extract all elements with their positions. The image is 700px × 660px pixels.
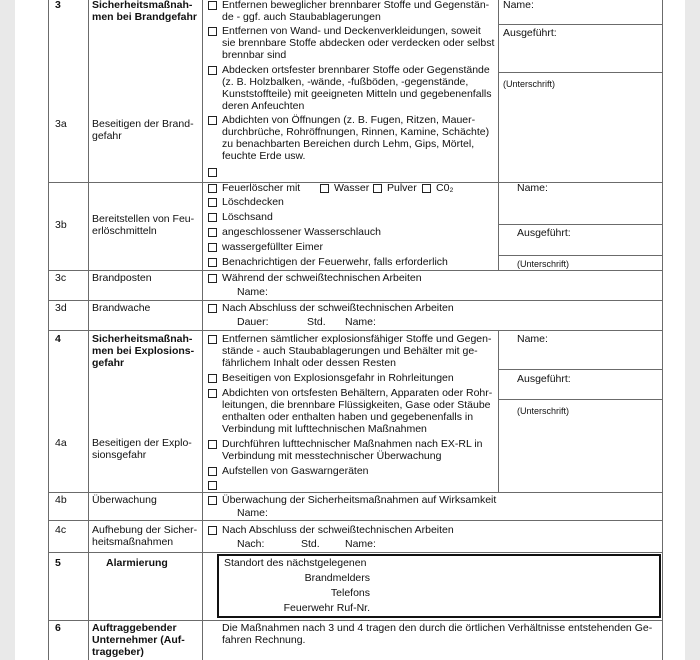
clause-text: Die Maßnahmen nach 3 und 4 tragen den durch die örtlichen Verhältnisse entstehenden Ge- <box>222 622 653 634</box>
powder-checkbox[interactable] <box>373 184 382 193</box>
row-divider <box>48 492 662 493</box>
checkbox-label: leitungen, die brennbare Flüssigkeiten, Gase oder Stäube <box>222 399 491 411</box>
checkbox-label: Nach Abschluss der schweißtechnischen Arbeiten <box>222 302 454 314</box>
checkbox-label: Benachrichtigen der Feuerwehr, falls erforderlich <box>222 256 448 268</box>
checkbox[interactable] <box>208 213 217 222</box>
checkbox[interactable] <box>208 467 217 476</box>
checkbox[interactable] <box>208 116 217 125</box>
fire-dept-number-label: Feuerwehr Ruf-Nr. <box>283 602 370 614</box>
checkbox-label: Verbindung mit lufttechnischen Maßnahmen <box>222 423 427 435</box>
checkbox[interactable] <box>208 66 217 75</box>
row-divider <box>48 300 662 301</box>
row-number: 5 <box>55 557 61 569</box>
row-number: 4 <box>55 333 61 345</box>
checkbox[interactable] <box>208 389 217 398</box>
checkbox-label: brennbar sind <box>222 49 287 61</box>
checkbox[interactable] <box>208 184 217 193</box>
phone-label: Telefons <box>330 587 370 599</box>
column-divider <box>498 0 499 182</box>
hours-label: Std. <box>301 538 320 550</box>
name-field-label: Name: <box>517 182 548 194</box>
column-divider <box>498 330 499 492</box>
name-field-label: Name: <box>517 333 548 345</box>
form-page <box>15 0 685 660</box>
signature-label: (Unterschrift) <box>517 406 570 416</box>
row-title: Beseitigen der Brand- <box>92 118 194 130</box>
checkbox[interactable] <box>208 27 217 36</box>
row-title: Brandposten <box>92 272 152 284</box>
checkbox-label: deren Anfeuchten <box>222 100 305 112</box>
checkbox-label: de - ggf. auch Staubablagerungen <box>222 11 381 23</box>
section-title: Alarmierung <box>106 557 168 569</box>
row-title: Überwachung <box>92 494 157 506</box>
section-title: men bei Explosions- <box>92 345 195 357</box>
checkbox[interactable] <box>208 1 217 10</box>
checkbox-label: Entfernen beweglicher brennbarer Stoffe und Gegenstän- <box>222 0 490 11</box>
checkbox[interactable] <box>208 243 217 252</box>
row-number: 4c <box>55 524 67 536</box>
table-border-right <box>662 0 663 660</box>
checkbox[interactable] <box>208 496 217 505</box>
checkbox-label: Entfernen von Wand- und Deckenverkleidungen, soweit <box>222 25 481 37</box>
row-title: sionsgefahr <box>92 449 147 461</box>
duration-label: Dauer: <box>237 316 269 328</box>
row-title: gefahr <box>92 130 122 142</box>
row-number: 3d <box>55 302 67 314</box>
checkbox-label: Löschsand <box>222 211 273 223</box>
fire-alarm-label: Brandmelders <box>304 572 370 584</box>
section-title: gefahr <box>92 357 125 369</box>
done-field-label: Ausgeführt: <box>517 373 571 385</box>
checkbox-label: angeschlossener Wasserschlauch <box>222 226 381 238</box>
row-number: 4a <box>55 437 67 449</box>
name-field-label: Name: <box>345 538 376 550</box>
checkbox[interactable] <box>208 168 217 177</box>
checkbox-label: Aufstellen von Gaswarngeräten <box>222 465 369 477</box>
checkbox[interactable] <box>208 440 217 449</box>
row-number: 4b <box>55 494 67 506</box>
checkbox-label: Abdecken ortsfester brennbarer Stoffe oder Gegenstände <box>222 64 490 76</box>
row-divider <box>48 270 662 271</box>
column-divider <box>498 182 499 270</box>
row-divider <box>48 552 662 553</box>
checkbox-label: Überwachung der Sicherheitsmaßnahmen auf Wirksamkeit <box>222 494 497 506</box>
water-checkbox[interactable] <box>320 184 329 193</box>
name-field-label: Name: <box>503 0 534 11</box>
checkbox-label: Pulver <box>387 182 417 194</box>
co2-checkbox[interactable] <box>422 184 431 193</box>
checkbox-label: Durchführen lufttechnischer Maßnahmen nach EX-RL in <box>222 438 483 450</box>
row-number: 3b <box>55 219 67 231</box>
hours-label: Std. <box>307 316 326 328</box>
checkbox[interactable] <box>208 198 217 207</box>
checkbox-label: Entfernen sämtlicher explosionsfähiger Stoffe und Gegen- <box>222 333 492 345</box>
checkbox-label: stände - auch Staubablagerungen und Behälter mit ge- <box>222 345 478 357</box>
name-field-label: Name: <box>345 316 376 328</box>
checkbox[interactable] <box>208 258 217 267</box>
section-title: men bei Brandgefahr <box>92 11 198 23</box>
section-title: Auftraggebender <box>92 622 177 634</box>
standort-label: Standort des nächstgelegenen <box>224 557 367 569</box>
checkbox-label: Kunststoffteile) mit geeigneten Mitteln und gegebenenfalls <box>222 88 492 100</box>
checkbox[interactable] <box>208 274 217 283</box>
checkbox[interactable] <box>208 228 217 237</box>
row-divider <box>48 330 662 331</box>
name-field-label: Name: <box>237 507 268 519</box>
name-field-label: Name: <box>237 286 268 298</box>
row-title: Aufhebung der Sicher- <box>92 524 198 536</box>
checkbox-label: Nach Abschluss der schweißtechnischen Arbeiten <box>222 524 454 536</box>
checkbox-label: Abdichten von Öffnungen (z. B. Fugen, Ritzen, Mauer- <box>222 114 476 126</box>
row-number: 3c <box>55 272 67 284</box>
row-title: erlöschmitteln <box>92 225 157 237</box>
done-field-label: Ausgeführt: <box>503 27 557 39</box>
checkbox-label: C0₂ <box>436 182 454 194</box>
section-title: Sicherheitsmaßnah- <box>92 333 193 345</box>
checkbox-label: Löschdecken <box>222 196 284 208</box>
row-title: Brandwache <box>92 302 151 314</box>
checkbox-label: Feuerlöscher mit <box>222 182 301 194</box>
row-number: 3a <box>55 118 67 130</box>
checkbox[interactable] <box>208 304 217 313</box>
checkbox-label: wassergefüllter Eimer <box>222 241 323 253</box>
checkbox-label: Während der schweißtechnischen Arbeiten <box>222 272 422 284</box>
signature-label: (Unterschrift) <box>517 259 570 269</box>
checkbox-label: Wasser <box>334 182 370 194</box>
checkbox-label: fährlichem Inhalt oder dessen Resten <box>222 357 396 369</box>
checkbox[interactable] <box>208 526 217 535</box>
after-label: Nach: <box>237 538 265 550</box>
checkbox-label: durchbrüche, Rohröffnungen, Rinnen, Kamine, Schächte) <box>222 126 490 138</box>
checkbox-label: Abdichten von ortsfesten Behältern, Apparaten oder Rohr- <box>222 387 493 399</box>
done-field-label: Ausgeführt: <box>517 227 571 239</box>
checkbox-label: zu benachbarten Bereichen durch Lehm, Gips, Mörtel, <box>222 138 475 150</box>
checkbox[interactable] <box>208 335 217 344</box>
section-title: Unternehmer (Auf- <box>92 634 185 646</box>
section-title: traggeber) <box>92 646 144 658</box>
row-divider <box>48 520 662 521</box>
checkbox[interactable] <box>208 374 217 383</box>
row-number: 6 <box>55 622 61 634</box>
section-title: Sicherheitsmaßnah- <box>92 0 193 11</box>
checkbox-label: sie brennbare Stoffe abdecken oder verdecken oder selbst <box>222 37 495 49</box>
row-title: Bereitstellen von Feu- <box>92 213 195 225</box>
clause-text: fahren Rechnung. <box>222 634 306 646</box>
row-title: Beseitigen der Explo- <box>92 437 192 449</box>
checkbox-label: feuchte Erde usw. <box>222 150 306 162</box>
checkbox-label: (z. B. Holzbalken, -wände, -fußböden, -gegenstände, <box>222 76 469 88</box>
row-title: heitsmaßnahmen <box>92 536 174 548</box>
checkbox[interactable] <box>208 481 217 490</box>
checkbox-label: enthalten oder enthalten haben und gegebenenfalls in <box>222 411 474 423</box>
checkbox-label: Verbindung mit messtechnischer Überwachung <box>222 450 442 462</box>
checkbox-label: Beseitigen von Explosionsgefahr in Rohrleitungen <box>222 372 454 384</box>
signature-label: (Unterschrift) <box>503 79 556 89</box>
row-number: 3 <box>55 0 61 11</box>
row-divider <box>48 620 662 621</box>
